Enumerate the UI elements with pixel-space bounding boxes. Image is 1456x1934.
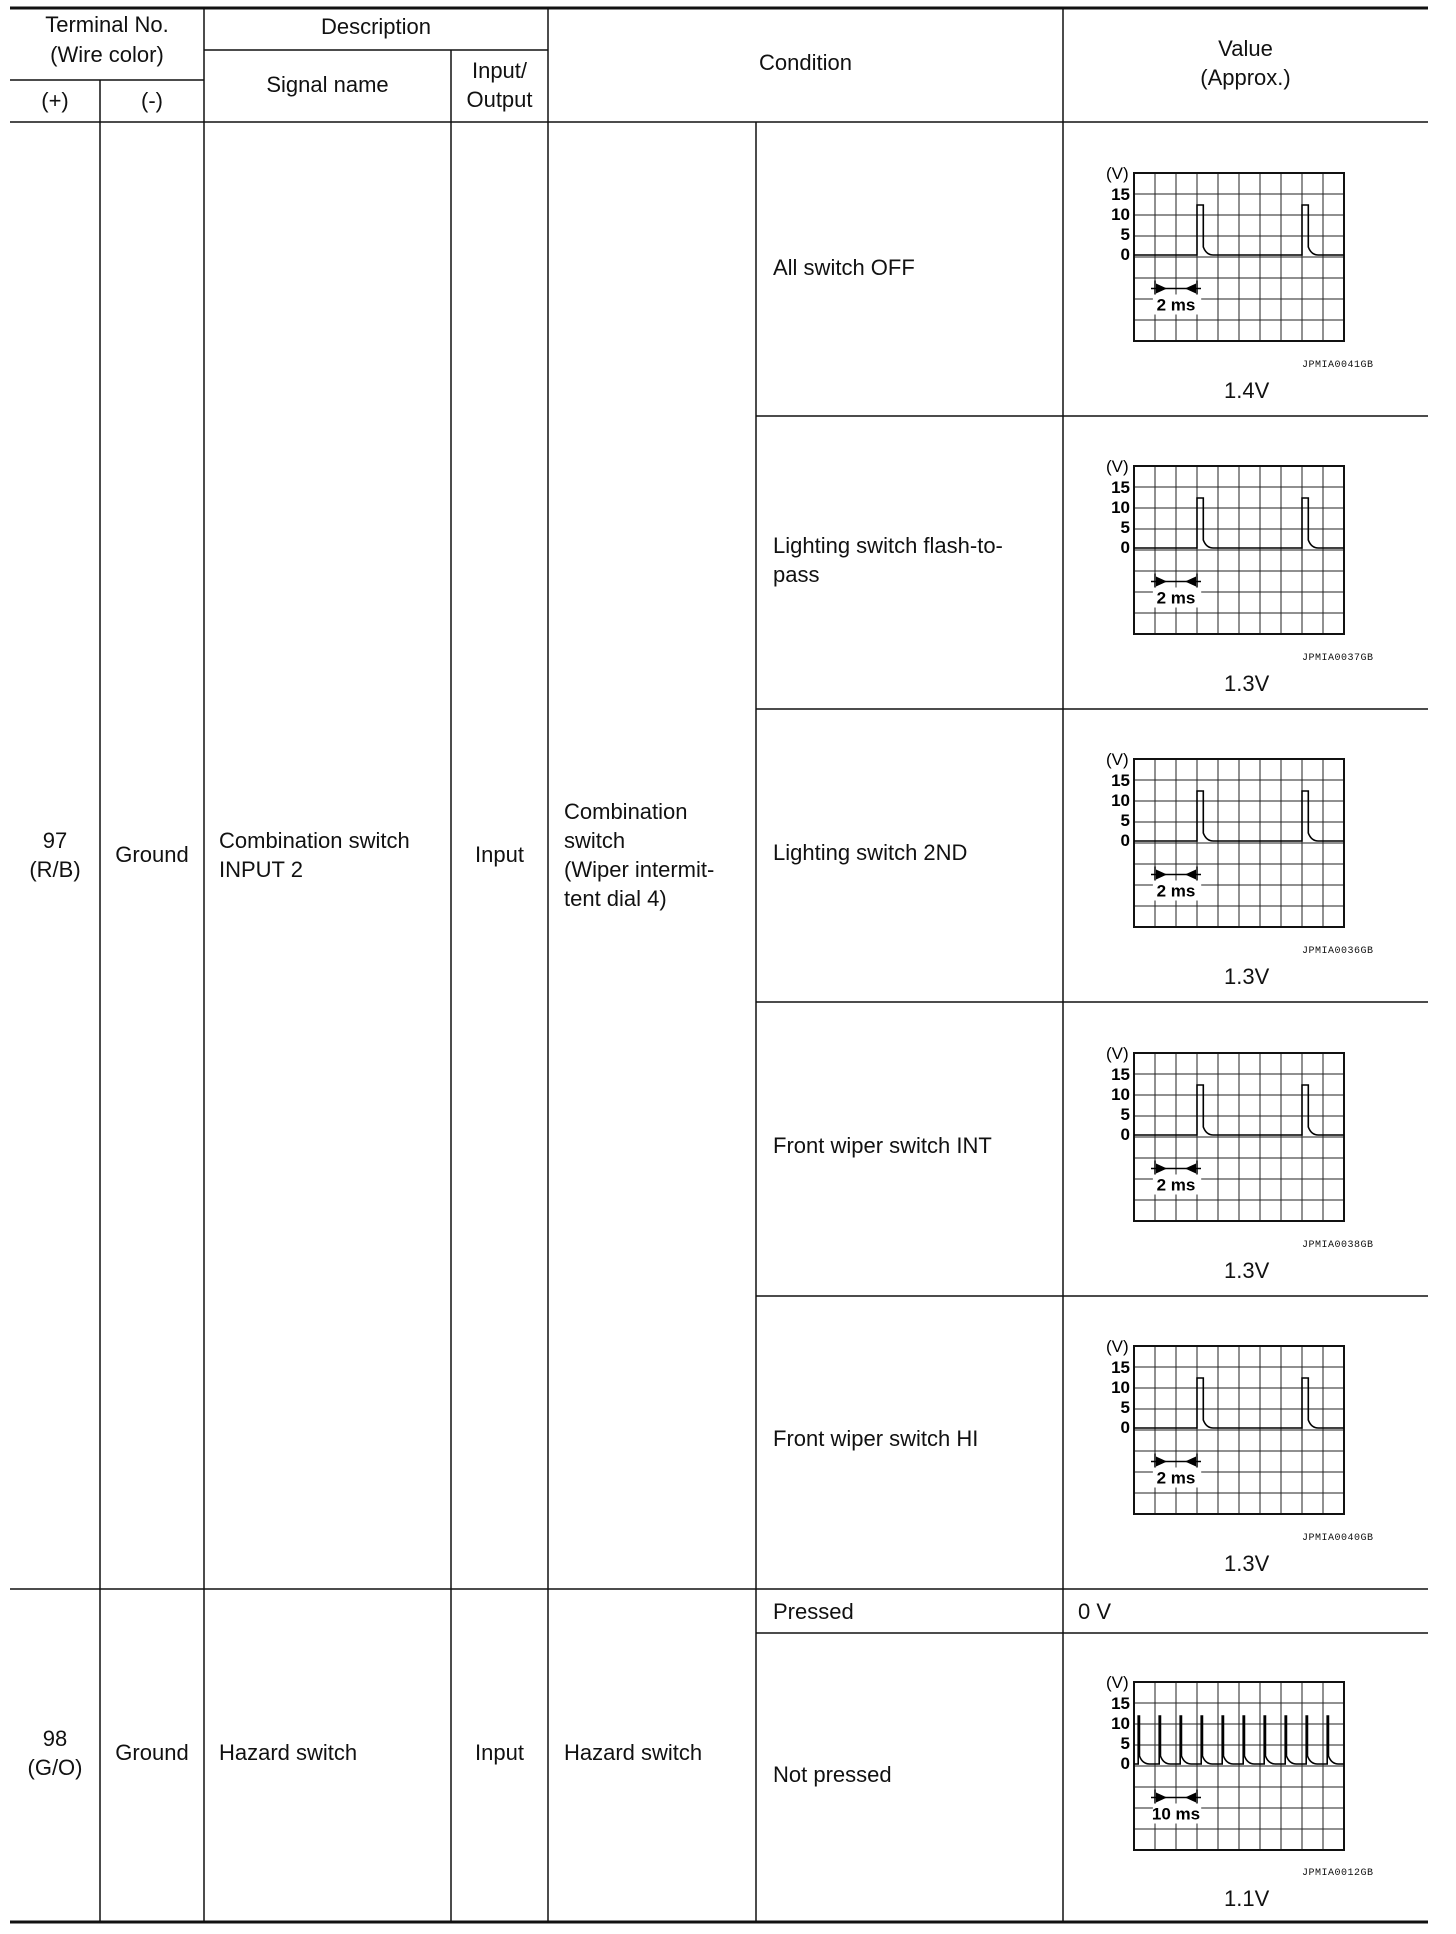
scope-unit-label: (V) bbox=[1106, 164, 1129, 183]
signal-name-97-line1: Combination switch bbox=[219, 828, 410, 853]
scope-y-tick: 15 bbox=[1111, 1065, 1130, 1084]
header-description: Description bbox=[320, 14, 432, 39]
signal-name-98: Hazard switch bbox=[219, 1740, 358, 1765]
value-lighting-2nd: 1.3V bbox=[1224, 964, 1270, 989]
terminal-minus-98: Ground bbox=[115, 1740, 189, 1765]
marker-arrow bbox=[1185, 1164, 1196, 1174]
scope-grid bbox=[1134, 173, 1344, 341]
scope-y-tick: 10 bbox=[1111, 1085, 1130, 1104]
io-98: Input bbox=[475, 1740, 524, 1765]
sub-condition-flash-to-pass-line1: Lighting switch flash-to- bbox=[773, 533, 1003, 558]
scope-unit-label: (V) bbox=[1106, 750, 1129, 769]
sub-condition-wiper-int: Front wiper switch INT bbox=[773, 1133, 992, 1158]
terminal-plus-97-color: (R/B) bbox=[29, 857, 81, 882]
condition-97-line2: switch bbox=[564, 828, 626, 853]
header-wire-color: (Wire color) bbox=[50, 42, 164, 67]
condition-97-line1: Combination bbox=[564, 799, 688, 824]
time-division-label: 2 ms bbox=[1156, 588, 1196, 608]
terminal-plus-98-color: (G/O) bbox=[27, 1755, 83, 1780]
condition-97-line3: (Wiper intermit- bbox=[564, 857, 715, 882]
terminal-plus-97: 97 bbox=[42, 828, 68, 853]
sub-condition-wiper-hi: Front wiper switch HI bbox=[773, 1426, 979, 1451]
marker-arrow bbox=[1156, 284, 1167, 294]
oscilloscope-flash-to-pass bbox=[1104, 456, 1374, 641]
oscilloscope-hazard-not-pressed bbox=[1104, 1672, 1374, 1857]
marker-arrow bbox=[1156, 870, 1167, 880]
figure-code: JPMIA0036GB bbox=[1302, 946, 1374, 957]
scope-y-tick: 10 bbox=[1111, 498, 1130, 517]
marker-arrow bbox=[1156, 1457, 1167, 1467]
header-value-line2: (Approx.) bbox=[1200, 65, 1291, 90]
figure-code: JPMIA0038GB bbox=[1302, 1240, 1374, 1251]
header-plus: (+) bbox=[41, 88, 69, 113]
scope-grid bbox=[1134, 466, 1344, 634]
marker-arrow bbox=[1185, 1457, 1196, 1467]
scope-unit-label: (V) bbox=[1106, 1337, 1129, 1356]
scope-y-tick: 0 bbox=[1120, 538, 1130, 557]
scope-grid bbox=[1134, 1682, 1344, 1850]
scope-y-tick: 10 bbox=[1111, 205, 1130, 224]
scope-unit-label: (V) bbox=[1106, 1044, 1129, 1063]
figure-code: JPMIA0037GB bbox=[1302, 653, 1374, 664]
header-minus: (-) bbox=[141, 88, 163, 113]
scope-y-tick: 5 bbox=[1120, 1398, 1130, 1417]
marker-arrow bbox=[1185, 1793, 1196, 1803]
scope-y-tick: 15 bbox=[1111, 1694, 1130, 1713]
scope-y-tick: 5 bbox=[1120, 1734, 1130, 1753]
value-wiper-int: 1.3V bbox=[1224, 1258, 1270, 1283]
time-division-label: 2 ms bbox=[1156, 295, 1196, 315]
marker-arrow bbox=[1185, 870, 1196, 880]
header-io-line1: Input/ bbox=[471, 58, 528, 83]
marker-arrow bbox=[1156, 577, 1167, 587]
time-division-label: 2 ms bbox=[1156, 1175, 1196, 1195]
header-terminal: Terminal No. bbox=[45, 12, 169, 37]
scope-y-tick: 0 bbox=[1120, 245, 1130, 264]
signal-name-97-line2: INPUT 2 bbox=[219, 857, 303, 882]
value-all-switch-off: 1.4V bbox=[1224, 378, 1270, 403]
sub-condition-not-pressed: Not pressed bbox=[773, 1762, 892, 1787]
header-io-line2: Output bbox=[466, 87, 533, 112]
sub-condition-flash-to-pass-line2: pass bbox=[773, 562, 820, 587]
scope-grid bbox=[1134, 1346, 1344, 1514]
header-condition: Condition bbox=[759, 50, 852, 75]
figure-code: JPMIA0041GB bbox=[1302, 360, 1374, 371]
scope-y-tick: 10 bbox=[1111, 1714, 1130, 1733]
scope-unit-label: (V) bbox=[1106, 1673, 1129, 1692]
scope-y-tick: 15 bbox=[1111, 478, 1130, 497]
oscilloscope-all-switch-off bbox=[1104, 163, 1374, 348]
scope-grid bbox=[1134, 759, 1344, 927]
terminal-plus-98: 98 bbox=[42, 1726, 68, 1751]
scope-y-tick: 15 bbox=[1111, 1358, 1130, 1377]
scope-grid bbox=[1134, 1053, 1344, 1221]
scope-y-tick: 10 bbox=[1111, 1378, 1130, 1397]
condition-97-line4: tent dial 4) bbox=[564, 886, 667, 911]
sub-condition-pressed: Pressed bbox=[773, 1599, 854, 1624]
time-division-label: 10 ms bbox=[1151, 1804, 1201, 1824]
scope-y-tick: 0 bbox=[1120, 1418, 1130, 1437]
header-signal-name: Signal name bbox=[266, 72, 389, 97]
scope-y-tick: 0 bbox=[1120, 1754, 1130, 1773]
header-value-line1: Value bbox=[1218, 36, 1273, 61]
figure-code: JPMIA0040GB bbox=[1302, 1533, 1374, 1544]
io-97: Input bbox=[475, 842, 524, 867]
value-not-pressed: 1.1V bbox=[1224, 1886, 1270, 1911]
sub-condition-all-switch-off: All switch OFF bbox=[773, 255, 915, 280]
scope-unit-label: (V) bbox=[1106, 457, 1129, 476]
scope-y-tick: 5 bbox=[1120, 1105, 1130, 1124]
time-division-label: 2 ms bbox=[1156, 881, 1196, 901]
marker-arrow bbox=[1156, 1164, 1167, 1174]
figure-code: JPMIA0012GB bbox=[1302, 1868, 1374, 1879]
terminal-minus-97: Ground bbox=[115, 842, 189, 867]
value-pressed: 0 V bbox=[1078, 1599, 1112, 1624]
oscilloscope-lighting-2nd bbox=[1104, 749, 1374, 934]
value-wiper-hi: 1.3V bbox=[1224, 1551, 1270, 1576]
time-division-label: 2 ms bbox=[1156, 1468, 1196, 1488]
marker-arrow bbox=[1156, 1793, 1167, 1803]
scope-y-tick: 0 bbox=[1120, 1125, 1130, 1144]
condition-98: Hazard switch bbox=[564, 1740, 703, 1765]
scope-y-tick: 15 bbox=[1111, 185, 1130, 204]
oscilloscope-wiper-hi bbox=[1104, 1336, 1374, 1521]
oscilloscope-wiper-int bbox=[1104, 1043, 1374, 1228]
scope-y-tick: 15 bbox=[1111, 771, 1130, 790]
marker-arrow bbox=[1185, 577, 1196, 587]
scope-y-tick: 0 bbox=[1120, 831, 1130, 850]
scope-y-tick: 5 bbox=[1120, 811, 1130, 830]
value-flash-to-pass: 1.3V bbox=[1224, 671, 1270, 696]
marker-arrow bbox=[1185, 284, 1196, 294]
scope-y-tick: 10 bbox=[1111, 791, 1130, 810]
scope-y-tick: 5 bbox=[1120, 518, 1130, 537]
scope-y-tick: 5 bbox=[1120, 225, 1130, 244]
sub-condition-lighting-2nd: Lighting switch 2ND bbox=[773, 840, 968, 865]
